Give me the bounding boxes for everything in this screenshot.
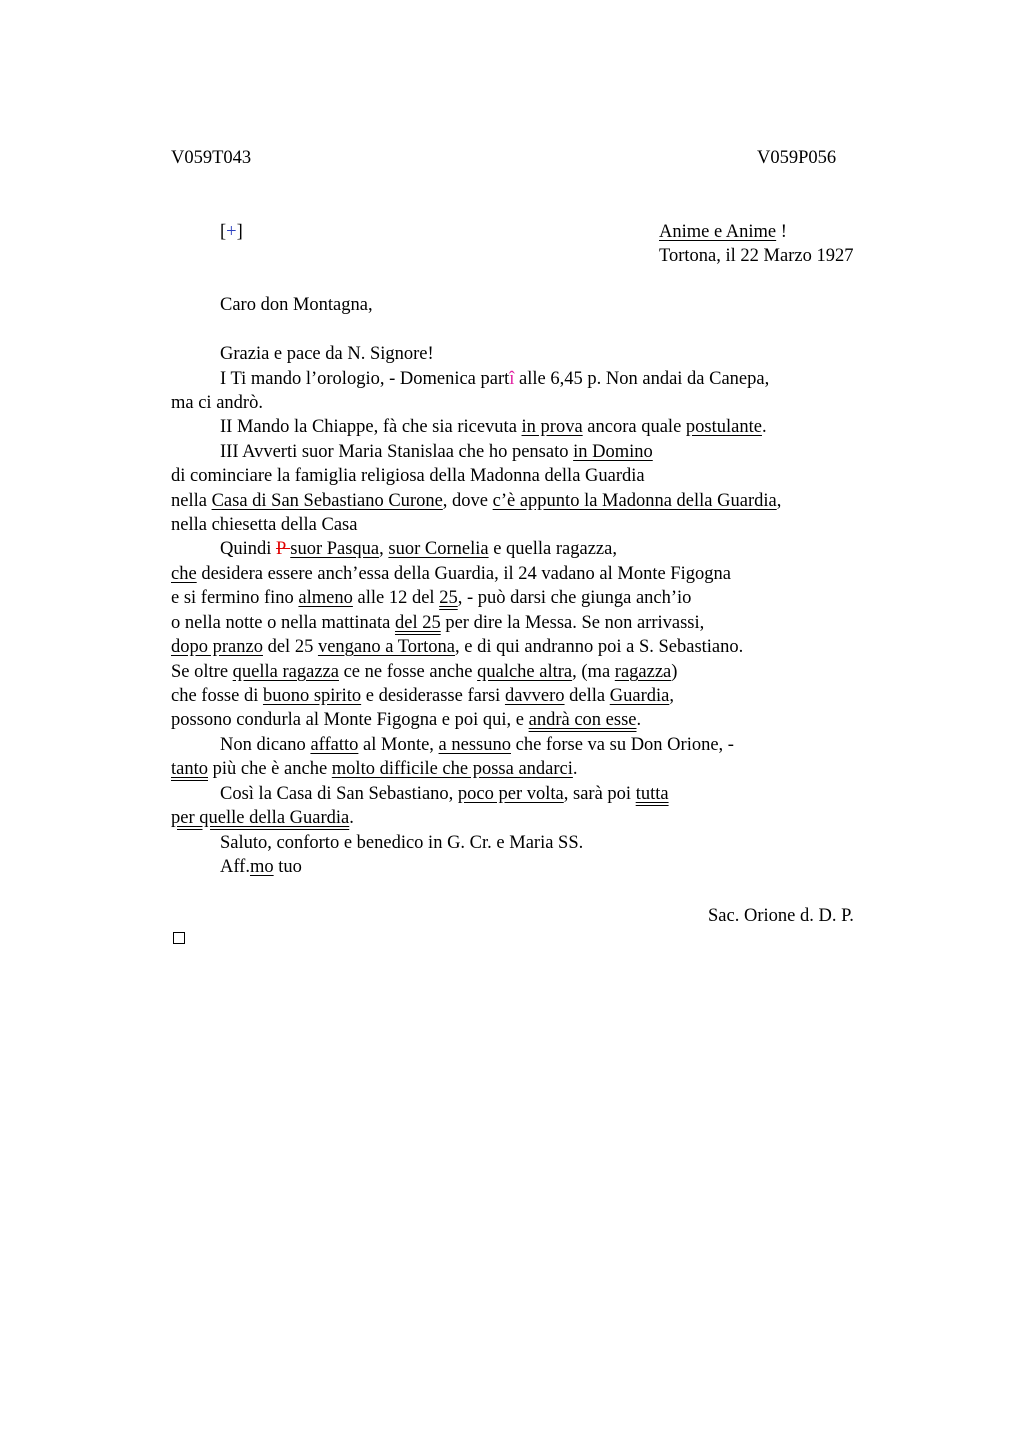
deleted-text: P xyxy=(276,539,291,559)
paragraph-6-line-1: Così la Casa di San Sebastiano, poco per volta, sarà poi tutta xyxy=(220,784,669,804)
paragraph-5-line-1: Non dicano affatto al Monte, a nessuno che forse va su Don Orione, - xyxy=(220,735,734,755)
paragraph-4-line-6: Se oltre quella ragazza ce ne fosse anche qualche altra, (ma ragazza) xyxy=(171,662,678,682)
paragraph-4-line-1: Quindi P suor Pasqua, suor Cornelia e quella ragazza, xyxy=(220,539,617,559)
paragraph-2: II Mando la Chiappe, fà che sia ricevuta in prova ancora quale postulante. xyxy=(220,417,767,437)
paragraph-4-line-7: che fosse di buono spirito e desiderasse farsi davvero della Guardia, xyxy=(171,686,674,706)
date-line: Tortona, il 22 Marzo 1927 xyxy=(659,246,854,266)
document-code-right: V059P056 xyxy=(757,148,837,168)
plus-icon: + xyxy=(226,222,237,242)
paragraph-4-line-2: che desidera essere anch’essa della Guardia, il 24 vadano al Monte Figogna xyxy=(171,564,731,584)
paragraph-1-line-1: I Ti mando l’orologio, - Domenica partî alle 6,45 p. Non andai da Canepa, xyxy=(220,369,770,389)
paragraph-1-line-2: ma ci andrò. xyxy=(171,393,263,413)
end-square-icon xyxy=(173,932,185,944)
paragraph-3-line-4: nella chiesetta della Casa xyxy=(171,515,358,535)
paragraph-4-line-5: dopo pranzo del 25 vengano a Tortona, e di qui andranno poi a S. Sebastiano. xyxy=(171,637,744,657)
paragraph-6-line-2: per quelle della Guardia. xyxy=(171,808,354,828)
paragraph-4-line-3: e si fermino fino almeno alle 12 del 25, - può darsi che giunga anch’io xyxy=(171,588,692,608)
paragraph-3-line-3: nella Casa di San Sebastiano Curone, dove c’è appunto la Madonna della Guardia, xyxy=(171,491,782,511)
salutation: Caro don Montagna, xyxy=(220,295,373,315)
cross-mark: [+] xyxy=(220,222,243,242)
paragraph-5-line-2: tanto più che è anche molto difficile che possa andarci. xyxy=(171,759,578,779)
paragraph-4-line-4: o nella notte o nella mattinata del 25 per dire la Messa. Se non arrivassi, xyxy=(171,613,705,633)
paragraph-4-line-8: possono condurla al Monte Figogna e poi qui, e andrà con esse. xyxy=(171,710,642,730)
signature: Sac. Orione d. D. P. xyxy=(708,906,854,926)
paragraph-3-line-1: III Avverti suor Maria Stanislaa che ho pensato in Domino xyxy=(220,442,653,462)
document-code-left: V059T043 xyxy=(171,148,252,168)
affectionate-line: Aff.mo tuo xyxy=(220,857,302,877)
motto: Anime e Anime ! xyxy=(659,222,787,242)
closing-line: Saluto, conforto e benedico in G. Cr. e Maria SS. xyxy=(220,833,584,853)
paragraph-3-line-2: di cominciare la famiglia religiosa della Madonna della Guardia xyxy=(171,466,645,486)
greeting: Grazia e pace da N. Signore! xyxy=(220,344,434,364)
